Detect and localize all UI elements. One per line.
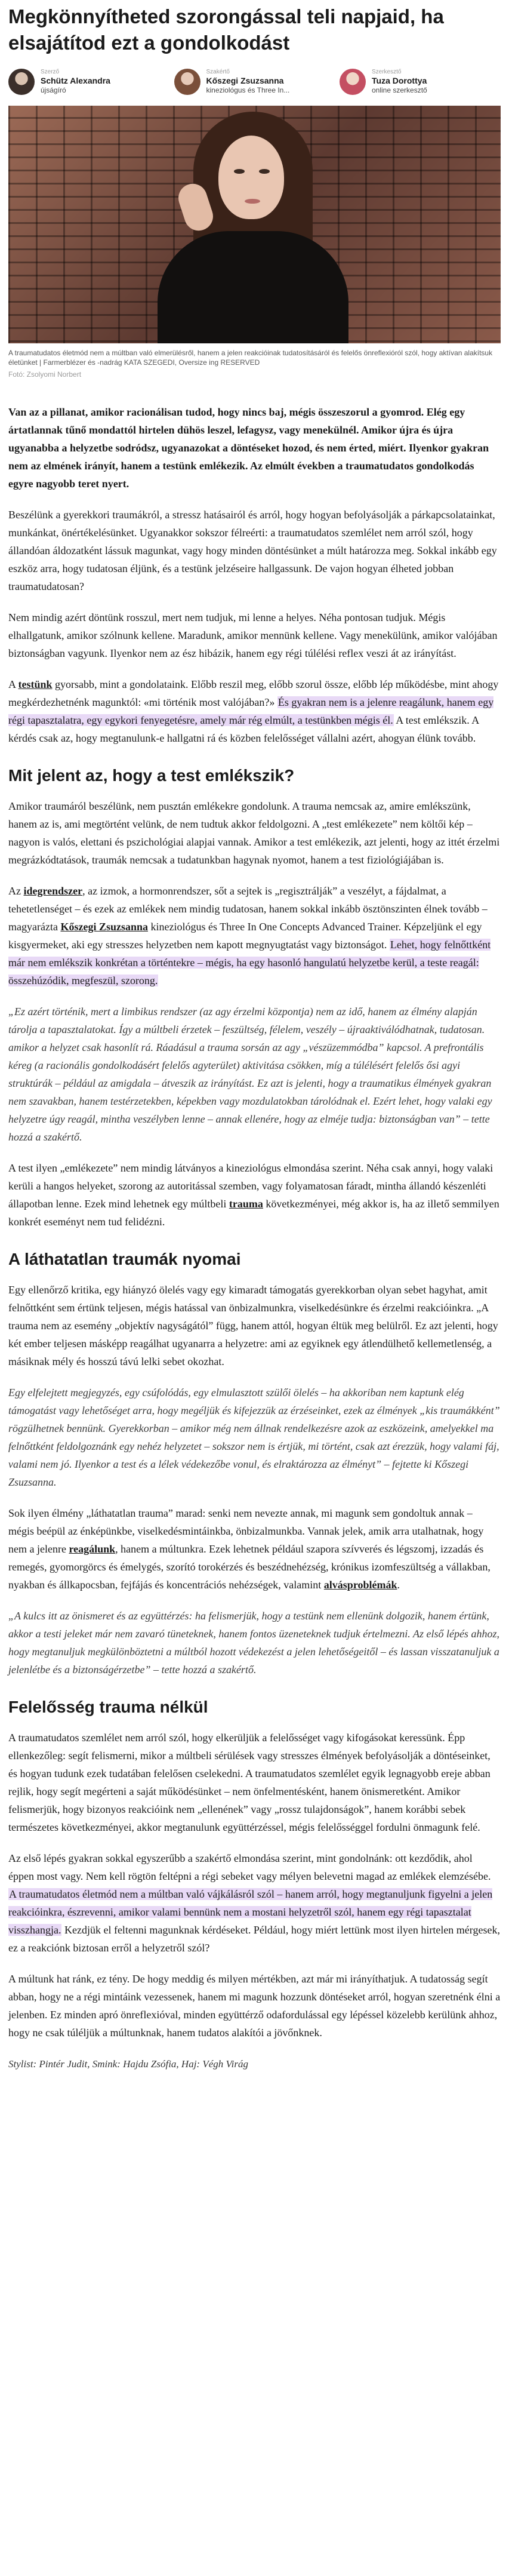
inline-link-idegrendszer[interactable]: idegrendszer [23,885,83,897]
article-page [0,4,509,2070]
paragraph: A testünk gyorsabb, mint a gondolataink. Előbb reszil meg, előbb szorul össze, előbb lép működésbe, mint ahogy megkérdezhetnénk magunktól: «mi történik most valójában?» És gyakran nem is a jelenre reagálunk, hanem egy régi tapasztalatra, egy egykori fenyegetésre, amely már rég elmúlt, a testünkben mégis él. A test emlékszik. A kérdés csak az, hogy megtanulunk-e hallgatni rá és közben felelősséget vállalni azért, ahogyan élünk tovább. [8,678,499,744]
inline-link-alvasproblemak[interactable]: alvásproblémák [323,1579,397,1591]
inline-link-testunk[interactable]: testünk [18,678,53,690]
author-role: Szerkesztő [372,69,402,75]
article-title: Megkönnyítheted szorongással teli napjaid, ha elsajátítod ezt a gondolkodást [8,5,444,54]
paragraph: Amikor traumáról beszélünk, nem pusztán emlékekre gondolunk. A trauma nemcsak az, amire emlékszünk, hanem az is, ami megtörtént velünk, de nem tudtuk akkor feldolgozni. A „test emlékezete” nem költői kép – nagyon is valós, elettani és pszichológiai alapjai vannak. Amikor a test emlékezik, azt jelenti, hogy az ittét érzelmi megrázkódtatások, traumák nemcsak a tudatunkban hagynak nyomot, hanem a test fiziológiájában is. [8,800,500,866]
section-heading: A láthatatlan traumák nyomai [8,1250,241,1268]
avatar [8,69,35,95]
inline-link-trauma[interactable]: trauma [229,1198,263,1210]
paragraph: Az idegrendszer, az izmok, a hormonrendszer, sőt a sejtek is „regisztrálják” a veszélyt, a fájdalmat, a tehetetlenséget – és ezek az emlékek nem mindig tudatosan, hanem sokkal inkább ösztönszinten élnek tovább – magyarázta Kőszegi Zsuzsanna kineziológus és Three In One Concepts Advanced Trainer. Képzeljünk el egy kisgyermeket, aki egy stresszes helyzetben nem kapott megnyugtatást vagy biztonságot. Lehet, hogy felnőttként már nem emlékszik konkrétan a történtekre – mégis, ha egy hasonló hangulatú helyzetbe kerül, a teste reagál: összehúzódik, megfeszül, szorong. [8,885,491,986]
author-desc: újságíró [41,86,66,94]
styling-credits: Stylist: Pintér Judit, Smink: Hajdu Zsófia, Haj: Végh Virág [8,2058,248,2070]
avatar [340,69,366,95]
highlighted-text: A traumatudatos életmód nem a múltban való vájkálásról szól – hanem arról, hogy megtanuljunk figyelni a jelen reakcióinkra, észrevenni, amikor valami bennünk nem a mostani helyzetről szól, hanem egy régi tapasztalat visszhangja. [8,1888,493,1936]
author-bar [8,68,501,95]
author-card-editor[interactable] [340,68,501,95]
author-desc: kineziológus és Three In... [206,86,290,94]
author-card-expert[interactable] [174,68,335,95]
paragraph: Az első lépés gyakran sokkal egyszerűbb a szakértő elmondása szerint, mint gondolnánk: ott kezdődik, ahol éppen most vagy. Nem kell rögtön feltépni a régi sebeket vagy mélyen belevetni magad az emlékek elemzésébe. A traumatudatos életmód nem a múltban való vájkálásról szól – hanem arról, hogy megtanuljunk figyelni a jelen reakcióinkra, észrevenni, amikor valami bennünk nem a mostani helyzetről szól, hanem egy régi tapasztalat visszhangja. Kezdjük el feltenni magunknak kérdéseket. Például, hogy miért lettünk most ilyen hirtelen mérgesek, ez a reakciónk biztosan erről a helyzetről szól? [8,1852,500,1954]
author-card-writer[interactable] [8,68,169,95]
photo-credit: Fotó: Zsolyomi Norbert [8,370,82,379]
highlighted-text: És gyakran nem is a jelenre reagálunk, hanem egy régi tapasztalatra, egy egykori fenyegetésre, amely már rég elmúlt, a testünkben mégis él. [8,696,494,726]
lead-paragraph: Van az a pillanat, amikor racionálisan tudod, hogy nincs baj, mégis összeszorul a gyomrod. Elég egy ártatlannak tűnő mondattól hirtelen dühös leszel, lefagysz, vagy menekülnél. Amikor újra és újra ugyanabba a helyzetbe sodródsz, ugyanazokat a döntéseket hozod, és nem érted, miért. Ilyenkor gyakran nem az elmének irányít, hanem a testünk emlékezik. Az elmúlt években a traumatudatos gondolkodás egyre nagyobb teret nyert. [8,406,489,490]
inline-link-reagalunk[interactable]: reagálunk [69,1543,116,1555]
avatar [174,69,200,95]
author-name[interactable]: Tuza Dorottya [372,76,427,85]
section-heading: Mit jelent az, hogy a test emlékszik? [8,766,295,785]
inline-link-expert[interactable]: Kőszegi Zsuzsanna [60,921,148,933]
highlighted-text: Lehet, hogy felnőttként már nem emlékszik konkrétan a történtekre – mégis, ha egy hasonló hangulatú helyzetbe kerül, a teste reagál: összehúzódik, megfeszül, szorong. [8,939,491,986]
quote-paragraph: Egy elfelejtett megjegyzés, egy csúfolódás, egy elmulasztott szülői ölelés – ha akkoriban nem kaptunk elég támogatást vagy lehetőséget arra, hogy megéljük és kifejezzük az érzéseinket, ezek az élmények „kis traumákként” rögzülhetnek bennünk. Gyerekkorban – amikor még nem állnak rendelkezésre azok az eszközeink, amelyekkel ma felnőttként feldolgoznánk egy nehéz helyzetet – sokszor nem is értjük, mi történt, csak azt érezzük, hogy valami fáj, valami nem jó. Ilyenkor a test és a lélek védekezőbe vonul, és elraktározza az élményt” – fejtette ki Kőszegi Zsuzsanna. [8,1387,500,1488]
author-role: Szakértő [206,69,230,75]
paragraph: Egy ellenőrző kritika, egy hiányzó ölelés vagy egy kimaradt támogatás gyerekkorban olyan sebet hagyhat, amit felnőttként sem értünk teljesen, mégis hatással van önbizalmunkra, viselkedésünkre és érzelmi reakcióinkra. „A trauma nem az esemény „objektív nagyságától” függ, hanem attól, hogyan éltük meg belülről. Ez azt jelenti, hogy két ember teljesen másképp reagálhat ugyanarra a helyzetre: ami az egyiknek egy átlendülhető kellemetlenség, a másiknak mély és hosszú távú lelki sebet okozhat. [8,1284,498,1367]
author-role: Szerző [41,69,60,75]
author-desc: online szerkesztő [372,86,427,94]
author-name[interactable]: Kőszegi Zsuzsanna [206,76,284,85]
paragraph: A traumatudatos szemlélet nem arról szól, hogy elkerüljük a felelősséget vagy kifogásokat keressünk. Épp ellenkezőleg: segít felismerni, mikor a múltbeli sérülések vagy stresszes élmények befolyásolják a döntéseinket, és hogyan tudunk ezek tudatában felelősen cselekedni. A traumatudatos szemlélet egyik legnagyobb ereje abban rejlik, hogy segít megérteni a saját működésünket – nem önfelmentésként, hanem önismeretként. Amikor felismerjük, hogy bizonyos reakcióink nem „ellenének” vagy „rossz tulajdonságok”, hanem korábbi sebek természetes következményei, akkor megtanulunk együttérzéssel, mégis felelősséggel fordulni önmagunk felé. [8,1732,491,1833]
hero-caption: A traumatudatos életmód nem a múltban való elmerülésről, hanem a jelen reakcióinak tudatosításáról és felelős önreflexióról szól, hogy aktívan alakítsuk életünket | Farmerblézer és -nadrág KATA SZEGEDI, Oversize ing RESERVED [8,349,493,367]
quote-paragraph: „A kulcs itt az önismeret és az együttérzés: ha felismerjük, hogy a testünk nem ellenünk dolgozik, hanem értünk, akkor a testi jeleket már nem zavaró tüneteknek, hanem fontos üzeneteknek tudjuk értelmezni. Az első lépés ahhoz, hogy megtanuljuk megkülönböztetni a múltból hozott védekezést a jelen lehetőségeitől – és lassan visszatanuljuk a jelenlétbe és a biztonságérzetbe” – tette hozzá a szakértő. [8,1610,499,1676]
quote-paragraph: „Ez azért történik, mert a limbikus rendszer (az agy érzelmi központja) nem az idő, hanem az élmény alapján tárolja a tapasztalatokat. Így a múltbeli érzetek – feszültség, félelem, veszély – újraaktiválódhatnak, tudatosan. amikor a helyzet csak hasonlít rá. Ráadásul a trauma sorsán az agy „vészüzemmódba” kapcsol. A prefrontális kéreg (a racionális gondolkodásért felelős agyterület) aktivitása csökken, míg a túlélésért felelős ősi agyi struktúrák – például az amigdala – átveszik az irányítást. Ez azt is jelenti, hogy a traumatikus élmények gyakran nem szavakban, hanem testérzetekben, képekben vagy mozdulatokban tárolódnak el. Ezért lehet, hogy valaki egy helyzetre úgy reagál, mintha veszélyben lenne – annak ellenére, hogy az elméje tudja: biztonságban van” – tette hozzá a szakértő. [8,1006,492,1143]
paragraph: Beszélünk a gyerekkori traumákról, a stressz hatásairól és arról, hogy hogyan befolyásolják a párkapcsolatainkat, munkánkat, önértékelésünket. Ugyanakkor sokszor félreérti: a traumatudatos szemlélet nem arról szól, hogy állandóan áldozatként lássuk magunkat, vagy hogy minden döntésünket a múlt határozza meg. Sokkal inkább egy eszköz arra, hogy tudatosan éljünk, és a testünk jelzéseire hallgassunk. De vajon hogyan élheted jobban traumatudatosan? [8,509,497,592]
paragraph: A test ilyen „emlékezete” nem mindig látványos a kineziológus elmondása szerint. Néha csak annyi, hogy valaki kerüli a hangos helyeket, szorong az autoritással szemben, vagy folyamatosan fáradt, mintha állandó készenléti állapotban lenne. Ezek mind lehetnek egy múltbeli trauma következményei, még akkor is, ha az illető semmilyen konkrét eseményt nem tud felidézni. [8,1162,499,1228]
hero-image [8,106,501,343]
section-heading: Felelősség trauma nélkül [8,1698,208,1716]
paragraph: Nem mindig azért döntünk rosszul, mert nem tudjuk, mi lenne a helyes. Néha pontosan tudjuk. Mégis elhallgatunk, amikor szólnunk kellene. Maradunk, amikor mennünk kellene. Vagy menekülünk, amikor valójában biztonságban vagyunk. Ilyenkor nem az ész hibázik, hanem egy régi túlélési reflex veszi át az irányítást. [8,611,498,659]
paragraph: A múltunk hat ránk, ez tény. De hogy meddig és milyen mértékben, azt már mi irányíthatjuk. A tudatosság segít abban, hogy ne a régi mintáink vezessenek, hanem mi magunk hozzunk döntéseket arról, hogyan szeretnénk élni a jelenben. Ez minden apró önreflexióval, minden együttérző odafordulással egy lépéssel közelebb kerülünk ahhoz, hogy ne csak túléljük a múltunknak, hanem tudatos alakítói a jövőnknek. [8,1973,501,2039]
hero-portrait [158,112,348,343]
author-name[interactable]: Schütz Alexandra [41,76,110,85]
paragraph: Sok ilyen élmény „láthatatlan trauma” marad: senki nem nevezte annak, mi magunk sem gondoltuk annak – mégis beépül az énképünkbe, viselkedésmintáinkba, önbizalmunkba. Vannak jelek, amik arra utalhatnak, hogy nem a jelenre reagálunk, hanem a múltunkra. Ezek lehetnek például szapora szívverés és légszomj, izzadás és remegés, gyomorgörcs és émelygés, szorító torokérzés és beszédnehézség, krónikus izomfeszültség a vállakban, nyakban és állkapocsban, fejfájás és koncentrációs nehézségek, valamint alvásproblémák. [8,1507,491,1591]
